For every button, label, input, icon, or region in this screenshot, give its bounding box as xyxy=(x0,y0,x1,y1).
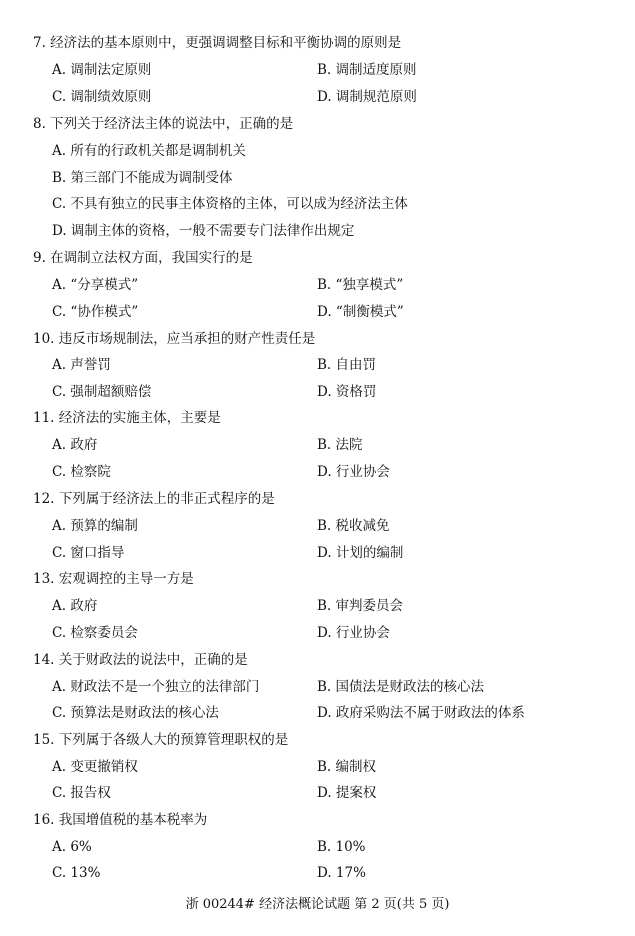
question-12-option-d: D. 计划的编制 xyxy=(317,545,404,561)
question-14-options-row-1 xyxy=(0,674,635,701)
question-14-options-row-2 xyxy=(0,700,635,727)
question-13-option-b: B. 审判委员会 xyxy=(317,598,404,614)
question-10-stem: 10. 违反市场规制法，应当承担的财产性责任是 xyxy=(33,331,316,347)
question-8-option-c-row xyxy=(0,191,635,218)
question-8-stem: 8. 下列关于经济法主体的说法中，正确的是 xyxy=(33,116,294,132)
question-7-option-c: C. 调制绩效原则 xyxy=(52,89,152,105)
question-15-option-d: D. 提案权 xyxy=(317,785,377,801)
question-12-options-row-2 xyxy=(0,540,635,567)
page-footer: 浙 00244# 经济法概论试题 第 2 页(共 5 页) xyxy=(185,897,450,912)
question-9-stem: 9. 在调制立法权方面，我国实行的是 xyxy=(33,250,253,266)
question-15-option-b: B. 编制权 xyxy=(317,759,377,775)
question-8-option-a: A. 所有的行政机关都是调制机关 xyxy=(52,143,246,159)
question-10-options-row-2 xyxy=(0,379,635,406)
question-9-option-d: D. “制衡模式” xyxy=(317,304,404,320)
question-15-options-row-1 xyxy=(0,754,635,781)
question-10-options-row-1 xyxy=(0,352,635,379)
question-11-option-b: B. 法院 xyxy=(317,437,363,453)
question-16-option-a: A. 6% xyxy=(52,839,92,855)
question-16-option-d: D. 17% xyxy=(317,865,366,881)
question-7-option-b: B. 调制适度原则 xyxy=(317,62,417,78)
question-16-option-b: B. 10% xyxy=(317,839,366,855)
question-8-option-d-row xyxy=(0,218,635,245)
question-15-option-c: C. 报告权 xyxy=(52,785,111,801)
question-12-stem: 12. 下列属于经济法上的非正式程序的是 xyxy=(33,491,275,507)
question-12-option-b: B. 税收减免 xyxy=(317,518,390,534)
question-14-stem: 14. 关于财政法的说法中，正确的是 xyxy=(33,652,248,668)
question-9-option-c: C. “协作模式” xyxy=(52,304,139,320)
question-7-options-row-1 xyxy=(0,57,635,84)
question-16-stem: 16. 我国增值税的基本税率为 xyxy=(33,812,208,828)
question-13-stem: 13. 宏观调控的主导一方是 xyxy=(33,571,194,587)
question-8-option-c: C. 不具有独立的民事主体资格的主体，可以成为经济法主体 xyxy=(52,196,408,212)
question-11-option-a: A. 政府 xyxy=(52,437,98,453)
question-10-option-c: C. 强制超额赔偿 xyxy=(52,384,152,400)
question-10-option-b: B. 自由罚 xyxy=(317,357,377,373)
question-12-option-a: A. 预算的编制 xyxy=(52,518,138,534)
question-8-option-b-row xyxy=(0,165,635,192)
question-11-option-c: C. 检察院 xyxy=(52,464,111,480)
question-13-option-a: A. 政府 xyxy=(52,598,98,614)
question-13-option-c: C. 检察委员会 xyxy=(52,625,138,641)
question-10-option-a: A. 声誉罚 xyxy=(52,357,111,373)
question-13-option-d: D. 行业协会 xyxy=(317,625,390,641)
question-13-options-row-2 xyxy=(0,620,635,647)
question-14-option-b: B. 国债法是财政法的核心法 xyxy=(317,679,485,695)
question-12-option-c: C. 窗口指导 xyxy=(52,545,125,561)
question-11-option-d: D. 行业协会 xyxy=(317,464,390,480)
question-15-stem: 15. 下列属于各级人大的预算管理职权的是 xyxy=(33,732,289,748)
question-9-option-b: B. “独享模式” xyxy=(317,277,404,293)
question-8-option-d: D. 调制主体的资格，一般不需要专门法律作出规定 xyxy=(52,223,355,239)
question-8-option-a-row xyxy=(0,138,635,165)
question-11-options-row-2 xyxy=(0,459,635,486)
question-14-option-d: D. 政府采购法不属于财政法的体系 xyxy=(317,705,525,721)
question-7-options-row-2 xyxy=(0,84,635,111)
question-14-option-a: A. 财政法不是一个独立的法律部门 xyxy=(52,679,260,695)
question-7-stem: 7. 经济法的基本原则中，更强调调整目标和平衡协调的原则是 xyxy=(33,35,402,51)
question-9-options-row-1 xyxy=(0,272,635,299)
question-9-options-row-2 xyxy=(0,299,635,326)
question-7-option-d: D. 调制规范原则 xyxy=(317,89,417,105)
question-10-option-d: D. 资格罚 xyxy=(317,384,377,400)
question-11-stem: 11. 经济法的实施主体，主要是 xyxy=(33,410,221,426)
question-15-option-a: A. 变更撤销权 xyxy=(52,759,138,775)
question-16-options-row-2 xyxy=(0,860,635,887)
question-14-option-c: C. 预算法是财政法的核心法 xyxy=(52,705,219,721)
question-12-options-row-1 xyxy=(0,513,635,540)
question-7-option-a: A. 调制法定原则 xyxy=(52,62,152,78)
question-16-option-c: C. 13% xyxy=(52,865,101,881)
question-9-option-a: A. “分享模式” xyxy=(52,277,139,293)
question-15-options-row-2 xyxy=(0,780,635,807)
question-8-option-b: B. 第三部门不能成为调制受体 xyxy=(52,170,233,186)
question-16-options-row-1 xyxy=(0,834,635,861)
question-11-options-row-1 xyxy=(0,432,635,459)
question-13-options-row-1 xyxy=(0,593,635,620)
